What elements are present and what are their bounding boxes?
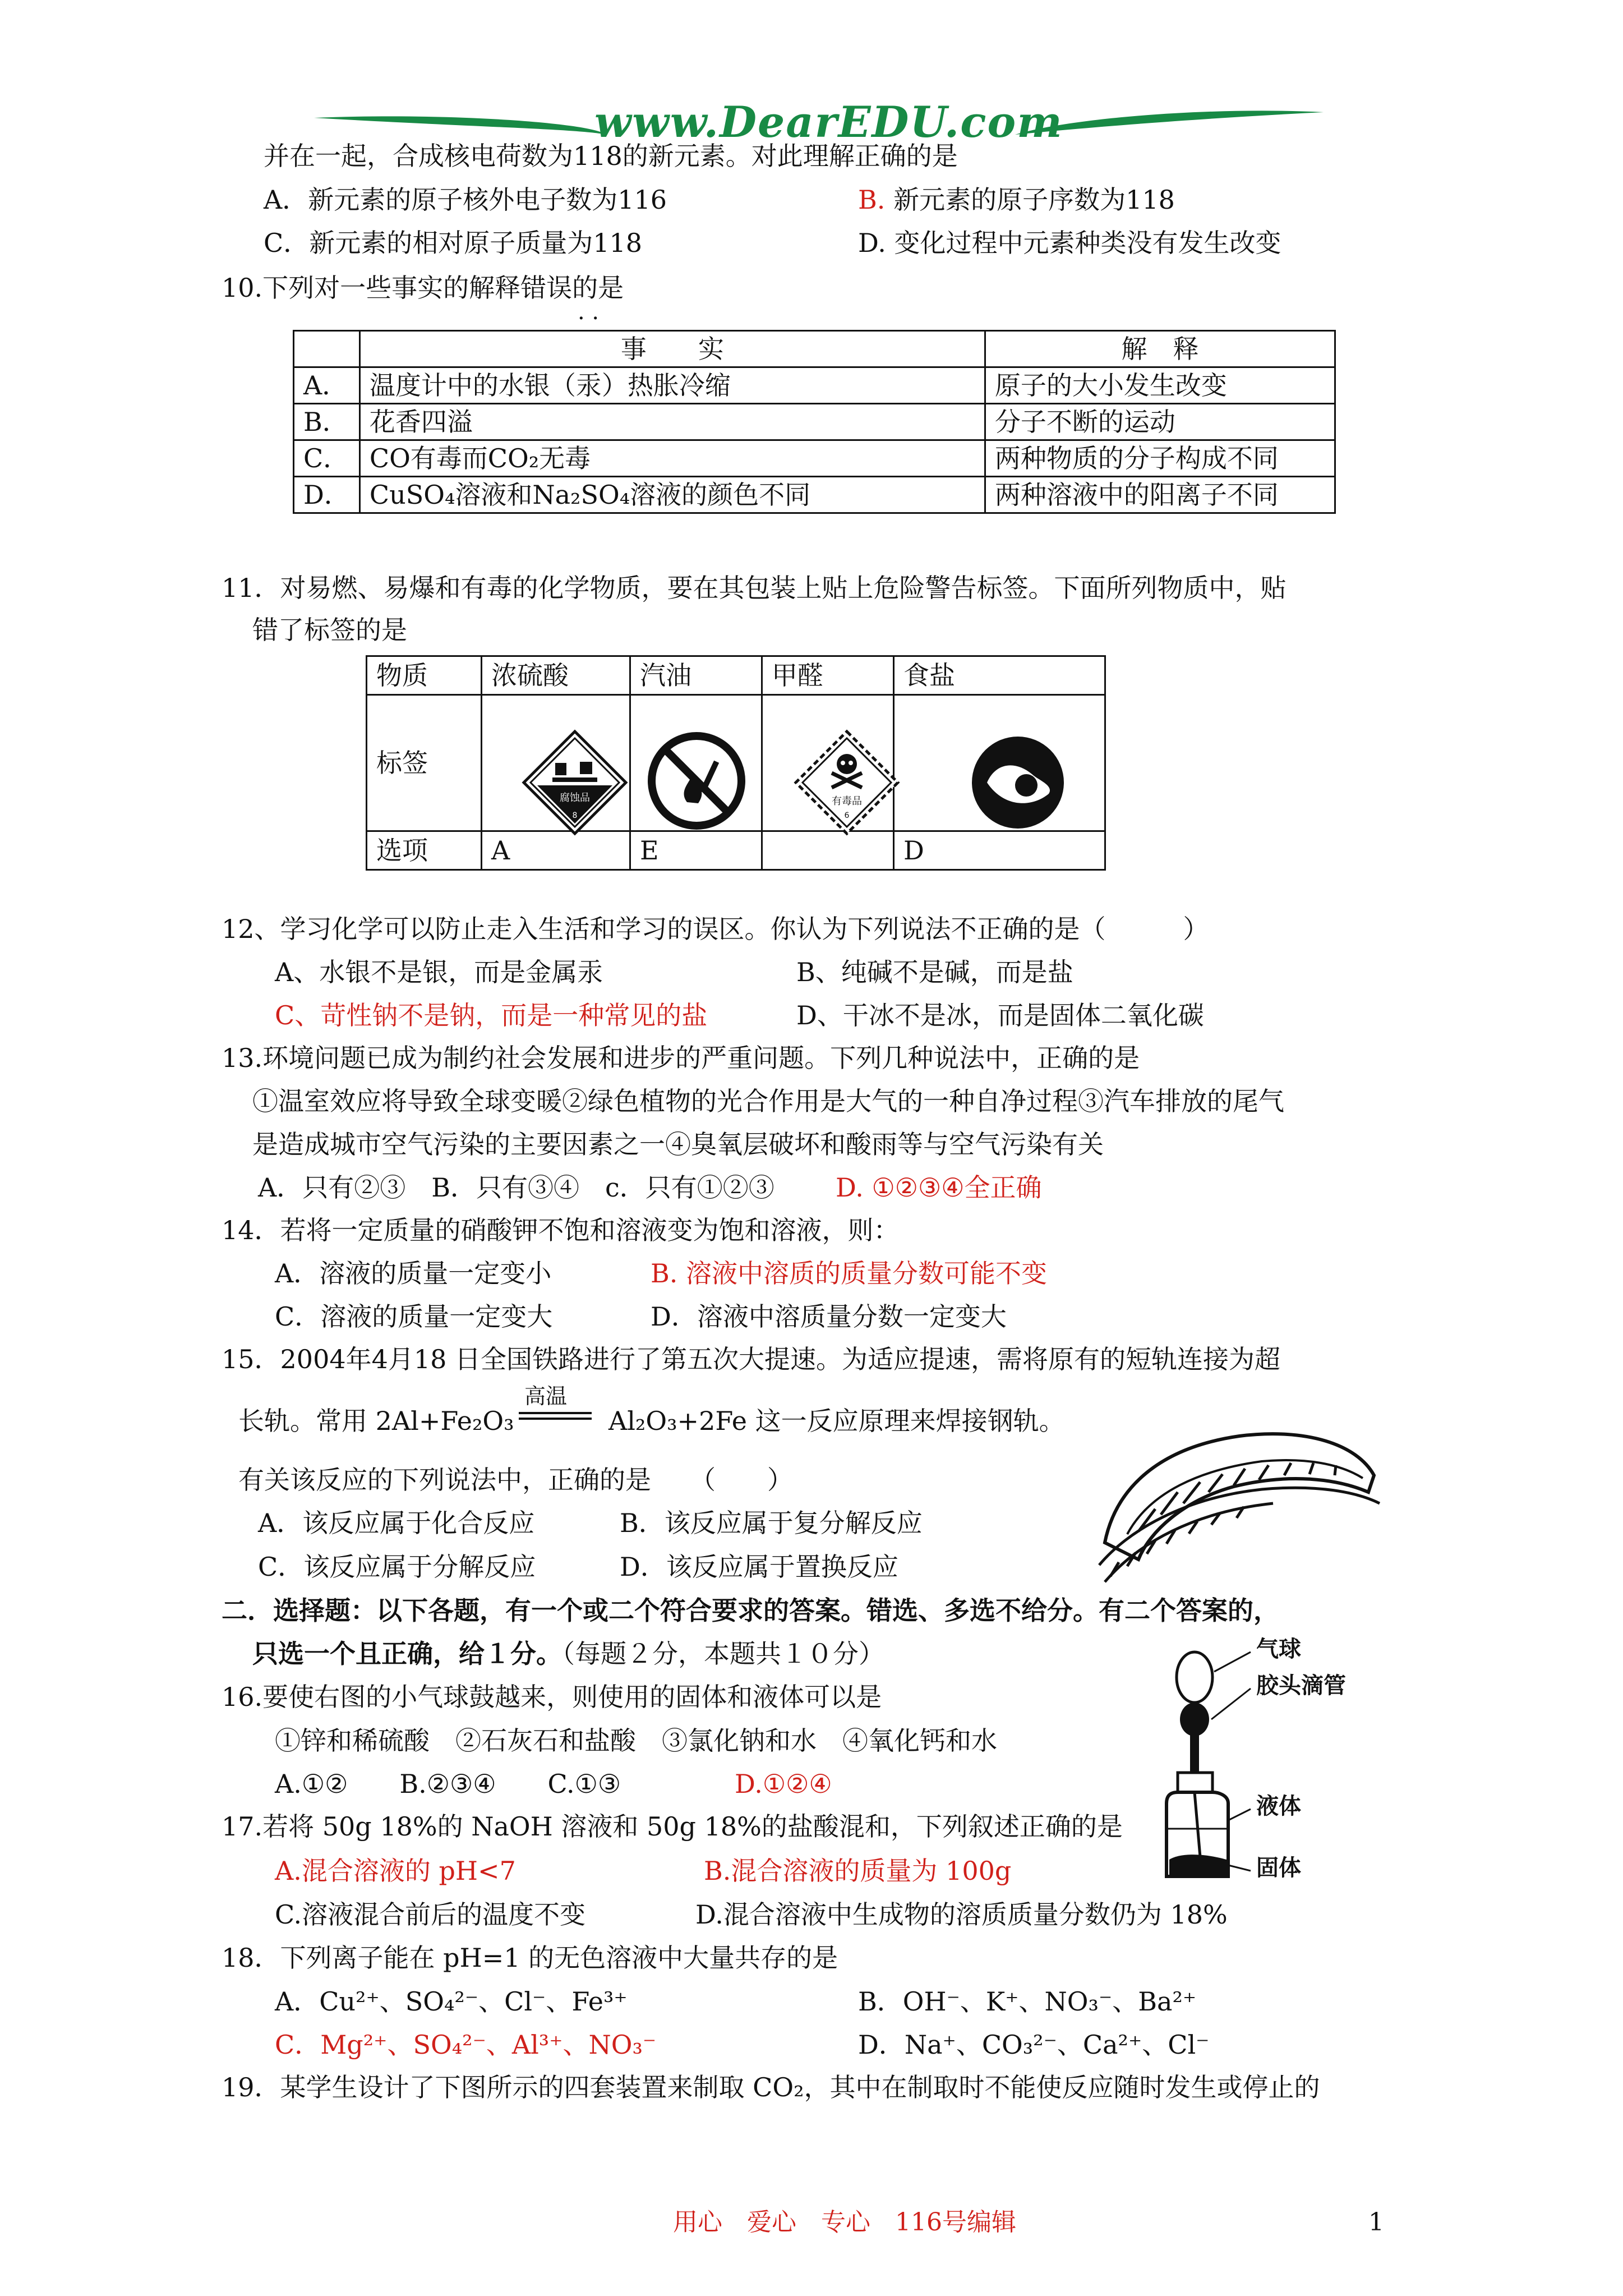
table-cell: CO有毒而CO₂无毒 (359, 440, 985, 477)
fig-label-solid: 固体 (1256, 1855, 1301, 1881)
table-row (294, 367, 1335, 404)
q12-option-c: C、苛性钠不是钠，而是一种常见的盐 (275, 1000, 708, 1030)
table-cell: 选项 (367, 831, 482, 870)
q11-stem-line1: 11．对易燃、易爆和有毒的化学物质，要在其包装上贴上危险警告标签。下面所列物质中，贴 (222, 573, 1287, 603)
table-cell: C． (294, 440, 360, 477)
q18-option-c: C．Mg²⁺、SO₄²⁻、Al³⁺、NO₃⁻ (275, 2030, 657, 2060)
q15-equation-left: 长轨。常用 2Al+Fe₂O₃ (238, 1406, 514, 1436)
q15-reaction-condition: 高温 (524, 1384, 568, 1409)
q10-stem: 10.下列对一些事实的解释错误的是 (222, 273, 624, 303)
table-cell: 两种物质的分子构成不同 (985, 440, 1335, 477)
q12-option-d: D、干冰不是冰，而是固体二氧化碳 (796, 1000, 1204, 1030)
q9-option-a: A．新元素的原子核外电子数为116 (264, 185, 667, 215)
table-header: 甲醛 (762, 656, 894, 695)
q18-option-b: B．OH⁻、K⁺、NO₃⁻、Ba²⁺ (858, 1986, 1197, 2017)
q18-option-d: D．Na⁺、CO₃²⁻、Ca²⁺、Cl⁻ (858, 2030, 1210, 2060)
q14-option-a: A．溶液的质量一定变小 (275, 1258, 552, 1289)
q14-stem: 14．若将一定质量的硝酸钾不饱和溶液变为饱和溶液，则： (222, 1215, 900, 1245)
table-cell: A (482, 831, 630, 870)
table-cell: B． (294, 404, 360, 440)
q10-table (293, 330, 1336, 514)
q10-emphasis-dots: · · (578, 306, 600, 332)
table-cell: A． (294, 367, 360, 404)
q15-equation-right: Al₂O₃+2Fe 这一反应原理来焊接钢轨。 (608, 1406, 1065, 1436)
reaction-equals-sign-icon (519, 1411, 592, 1422)
table-cell (294, 331, 360, 367)
q14-option-d: D．溶液中溶质量分数一定变大 (651, 1301, 1007, 1332)
q17-option-d: D.混合溶液中生成物的溶质质量分数仍为 18% (695, 1899, 1228, 1930)
table-cell: 标签 (367, 695, 482, 831)
table-cell: D． (294, 477, 360, 513)
q13-line2: 是造成城市空气污染的主要因素之一④臭氧层破坏和酸雨等与空气污染有关 (252, 1129, 1104, 1159)
table-cell: 温度计中的水银（汞）热胀冷缩 (359, 367, 985, 404)
q16-option-d: D.①②④ (735, 1769, 832, 1799)
table-cell (762, 831, 894, 870)
section2-header-line1: 二．选择题：以下各题，有一个或二个符合要求的答案。错选、多选不给分。有二个答案的， (222, 1595, 1279, 1626)
q9-continuation: 并在一起，合成核电荷数为118的新元素。对此理解正确的是 (264, 141, 958, 171)
table-cell: E (630, 831, 762, 870)
corrosive-label-icon (522, 729, 628, 836)
q15-option-d: D．该反应属于置换反应 (620, 1552, 898, 1582)
q15-option-a: A．该反应属于化合反应 (258, 1508, 535, 1538)
toxic-label-icon (794, 729, 900, 836)
explosive-round-label-icon (965, 729, 1071, 836)
table-row (294, 477, 1335, 513)
toxic-label-text: 有毒品 (832, 795, 862, 807)
fig-label-dropper: 胶头滴管 (1256, 1672, 1346, 1699)
q15-line3: 有关该反应的下列说法中，正确的是 （ ） (238, 1465, 793, 1495)
q9-option-d: D. 变化过程中元素种类没有发生改变 (858, 228, 1281, 258)
table-header: 浓硫酸 (482, 656, 630, 695)
table-row (367, 656, 1105, 695)
q9-option-b-letter: B. (858, 185, 886, 215)
table-cell: 两种溶液中的阳离子不同 (985, 477, 1335, 513)
page-number: 1 (1368, 2208, 1384, 2237)
table-cell: 原子的大小发生改变 (985, 367, 1335, 404)
q15-stem: 15．2004年4月18 日全国铁路进行了第五次大提速。为适应提速，需将原有的短轨连接为超 (222, 1344, 1281, 1374)
table-row (294, 440, 1335, 477)
table-header: 物质 (367, 656, 482, 695)
table-header: 食盐 (894, 656, 1105, 695)
q12-option-b: B、纯碱不是碱，而是盐 (796, 957, 1073, 987)
q19-stem: 19．某学生设计了下图所示的四套装置来制取 CO₂，其中在制取时不能使反应随时发生或停止的 (222, 2072, 1320, 2102)
q13-stem: 13.环境问题已成为制约社会发展和进步的严重问题。下列几种说法中，正确的是 (222, 1043, 1140, 1073)
q16-options: A.①② B.②③④ C.①③ (275, 1769, 621, 1799)
table-cell: CuSO₄溶液和Na₂SO₄溶液的颜色不同 (359, 477, 985, 513)
q13-line1: ①温室效应将导致全球变暖②绿色植物的光合作用是大气的一种自净过程③汽车排放的尾气 (252, 1086, 1284, 1116)
q17-option-c: C.溶液混合前后的温度不变 (275, 1899, 586, 1930)
section2-instruction: 只选一个且正确，给１分。 (252, 1639, 562, 1669)
q17-option-a: A.混合溶液的 pH<7 (275, 1856, 516, 1886)
no-fire-icon (645, 729, 749, 833)
fig-label-balloon: 气球 (1256, 1636, 1301, 1662)
q9-option-b-text: 新元素的原子序数为118 (893, 185, 1175, 215)
table-header: 汽油 (630, 656, 762, 695)
q12-option-a: A、水银不是银，而是金属汞 (275, 957, 603, 987)
q11-stem-line2: 错了标签的是 (252, 615, 407, 645)
q18-stem: 18．下列离子能在 pH=1 的无色溶液中大量共存的是 (222, 1943, 838, 1973)
q14-option-c: C．溶液的质量一定变大 (275, 1301, 553, 1332)
q15-option-c: C．该反应属于分解反应 (258, 1552, 536, 1582)
train-illustration-icon (1094, 1414, 1385, 1593)
q18-option-a: A．Cu²⁺、SO₄²⁻、Cl⁻、Fe³⁺ (275, 1986, 628, 2017)
q17-option-b: B.混合溶液的质量为 100g (704, 1856, 1012, 1886)
q17-stem: 17.若将 50g 18%的 NaOH 溶液和 50g 18%的盐酸混和，下列叙述正确的是 (222, 1811, 1123, 1842)
q16-stem: 16.要使右图的小气球鼓越来，则使用的固体和液体可以是 (222, 1682, 882, 1712)
site-logo-text[interactable]: www.DearEDU.com (594, 97, 1063, 147)
q15-option-b: B．该反应属于复分解反应 (620, 1508, 923, 1538)
table-cell: 花香四溢 (359, 404, 985, 440)
table-header-fact: 事 实 (359, 331, 985, 367)
q13-option-d: D. ①②③④全正确 (836, 1172, 1042, 1203)
table-cell: 分子不断的运动 (985, 404, 1335, 440)
table-header-explanation: 解 释 (985, 331, 1335, 367)
q12-stem: 12、学习化学可以防止走入生活和学习的误区。你认为下列说法不正确的是（ ） (222, 914, 1209, 944)
fig-label-liquid: 液体 (1256, 1793, 1301, 1819)
table-cell: D (894, 831, 1105, 870)
section2-scoring: （每题２分，本题共１０分） (562, 1639, 884, 1669)
corrosive-label-text: 腐蚀品 (560, 792, 590, 804)
table-row (367, 831, 1105, 870)
q9-option-b (858, 187, 1175, 213)
table-row (294, 404, 1335, 440)
q16-items: ①锌和稀硫酸 ②石灰石和盐酸 ③氯化钠和水 ④氧化钙和水 (275, 1726, 997, 1756)
q14-option-b: B. 溶液中溶质的质量分数可能不变 (651, 1258, 1048, 1289)
table-row (294, 331, 1335, 367)
q13-options: A．只有②③ B．只有③④ c．只有①②③ (258, 1172, 774, 1203)
corrosive-label-number: 8 (572, 811, 578, 820)
footer-text: 用心 爱心 专心 116号编辑 (673, 2208, 1016, 2237)
toxic-label-number: 6 (844, 811, 850, 820)
section2-header-line2 (252, 1641, 884, 1667)
q9-option-c: C．新元素的相对原子质量为118 (264, 228, 642, 258)
